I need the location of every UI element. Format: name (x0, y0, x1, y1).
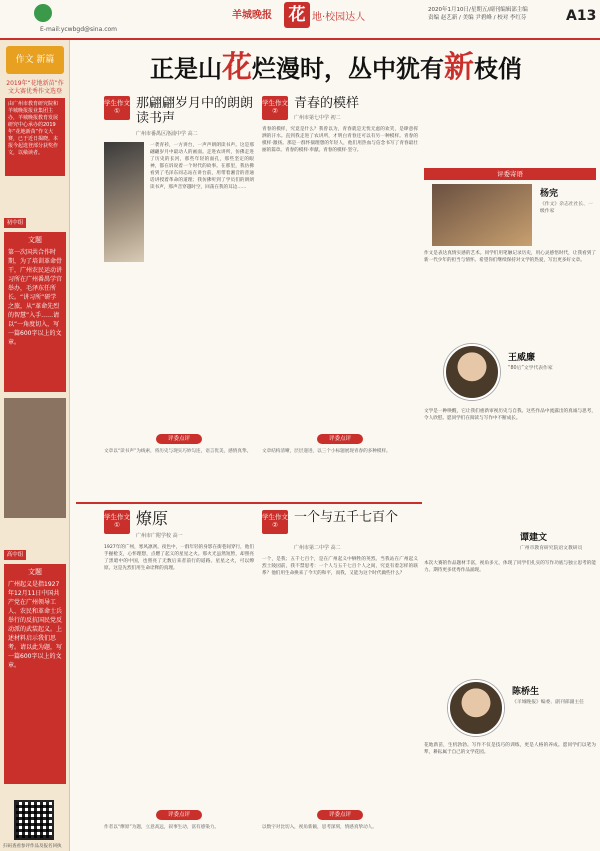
judge-1-photo (432, 184, 532, 246)
junior-prompt-block (4, 232, 66, 392)
article-4-tag: 学生作文② (262, 510, 288, 534)
article-3-tag: 学生作文① (104, 510, 130, 534)
judge-2-photo (444, 344, 500, 400)
article-1-author: 广州市番禺区洛浦中学 高二 (136, 131, 198, 137)
article-2-author: 广州市第七中学 初二 (294, 115, 341, 121)
left-sidebar (0, 40, 70, 851)
judge-2-role: “80后”文学代表作家 (508, 366, 553, 371)
article-4 (262, 510, 418, 846)
section-divider (76, 502, 422, 504)
junior-photo (4, 398, 66, 518)
article-3-title: 燎原 (136, 509, 169, 528)
senior-prompt-title: 文题 (28, 568, 42, 576)
meta-line-1: 2020年1月10日/星期五/副刊编辑部主编 (428, 7, 528, 13)
logo-icon (34, 4, 52, 22)
article-3 (104, 510, 254, 846)
article-4-comment: 以数字对比切入，视角新颖，思考深刻，情感真挚动人。 (262, 825, 377, 830)
article-3-comment-tag: 评委点评 (156, 810, 202, 820)
judge-2-name: 王威廉 (508, 353, 536, 363)
page-number: A13 (566, 8, 597, 24)
headline-part-1: 正是山 (150, 54, 222, 83)
column-title: 2019年“花地新苗”作文大赛优秀作文选登 (6, 80, 64, 95)
judge-4-text: 花地新苗，生机勃勃。写作不仅是技巧的训练，更是人格的养成。愿同学们以笔为犁，耕耘属于自己的文学花园。 (424, 743, 596, 755)
article-1-body: 一袭青衫，一方讲台，一声声朗朗读书声。这是那翩翩岁月中最动人的画面。走进农讲所，仿佛走进了历史的长河，那些年轻的面孔，那些坚定的眼神，都在诉说着一个时代的故事。在那里，我仿佛看到了毛泽东同志站在讲台前，用带着湘音的普通话讲授着革命的道理；我仿佛听到了学员们的朗朗读书声，那声音穿越时空，回荡在我的耳边…… (150, 143, 254, 190)
article-2-title: 青春的模样 (294, 96, 360, 111)
article-1 (104, 96, 254, 496)
article-1-comment: 文章以“读书声”为线索，将历史与现实巧妙勾连，语言优美，感情真挚。 (104, 449, 252, 454)
judge-4-role: 《羊城晚报》编委、副刊部副主任 (512, 700, 584, 705)
header-email: E-mail:ycwbgd@sina.com (40, 26, 118, 33)
article-4-author: 广州市第二中学 高二 (294, 545, 341, 551)
page-header (0, 0, 600, 40)
judge-3-text: 本次大赛的作品题材丰富，视角多元，体现了同学们扎实的写作功底与独立思考的能力。期待更多优秀作品涌现。 (424, 561, 596, 573)
judge-1-role: 《作文》杂志社社长、一级作家 (540, 202, 593, 214)
article-1-title: 那翩翩岁月中的朗朗读书声 (136, 96, 254, 126)
headline-part-3: 枝俏 (474, 54, 522, 83)
qr-caption: 扫码查看参评作品及报名回执 (3, 844, 62, 849)
judge-4-photo (448, 680, 504, 736)
article-2-comment-tag: 评委点评 (317, 434, 363, 444)
headline-part-2: 烂漫时，丛中犹有 (252, 54, 444, 83)
senior-prompt-text: 广州起义是指1927年12月11日中国共产党在广州领导工人、农民和革命士兵举行的反抗国民党反动派的武装起义。上述材料启示我们思考。请以此为题，写一篇600字以上的文章。 (8, 581, 63, 669)
junior-group-tag: 初中组 (4, 218, 26, 228)
judge-3-role: 广州市教育研究院语文教研员 (520, 546, 583, 551)
column-intro: 由广州市教育研究院和羊城晚报报业集团主办，羊城晚报教育发展研究中心承办的2019年“花地新苗”作文大赛，已于近日揭晓。本报今起选登部分获奖作文，以飨读者。 (5, 98, 65, 176)
judge-2-text: 文学是一种唤醒，它让我们重新审视历史与自我。这些作品中流露出的真诚与思考，令人欣慰。愿同学们在阅读与写作中不断成长。 (424, 409, 596, 421)
article-1-comment-tag: 评委点评 (156, 434, 202, 444)
judge-1-name: 杨完 (540, 189, 559, 199)
judges-header: 评委寄语 (424, 168, 596, 180)
headline-red-1: 花 (222, 50, 252, 85)
article-3-author: 广州市广附学校 高一 (136, 533, 183, 539)
article-3-comment: 作者以“燎原”为题，立意高远，叙事生动，富有感染力。 (104, 825, 220, 830)
article-2-body: 青春的模样，究竟是什么？我曾以为，青春就是无忧无虑的欢笑，是肆意挥洒的汗水。直到我走进了农讲所，才明白青春还可以有另一种模样。青春的模样·激扬。那是一群怀揣理想的年轻人，他们用热血与信念书写了青春最壮丽的篇章。青春的模样·奉献。青春的模样·坚守。 (262, 127, 418, 153)
paper-name: 羊城晚报 (232, 10, 272, 21)
qr-code[interactable] (14, 800, 54, 840)
senior-group-tag: 高中组 (4, 550, 26, 560)
article-1-tag: 学生作文① (104, 96, 130, 120)
junior-prompt-text: 第一次国共合作时期，为了培训革命骨干，广州农民运动讲习所在广州番禺学宫举办，毛泽东任所长。“讲习所”研学之旅，从“革命先烈的智慧”入手……请以“一角度切入，写一篇600字以上的文章。 (8, 249, 63, 346)
header-meta (428, 6, 568, 22)
headline-red-2: 新 (444, 50, 474, 85)
judge-3-name: 谭建文 (520, 533, 548, 543)
column-badge: 作文 新篇 (6, 46, 64, 74)
article-2-tag: 学生作文② (262, 96, 288, 120)
meta-line-2: 责编 赵艺新 / 美编 尹碧峰 / 校对 李红芬 (428, 15, 527, 21)
page-headline (76, 48, 596, 88)
article-1-image (104, 142, 144, 262)
article-4-comment-tag: 评委点评 (317, 810, 363, 820)
section-flower-badge: 花 (284, 2, 310, 28)
judge-1-text: 作文是表达真情实感的艺术。同学们用笔触记录历史，用心灵感悟时代，让我看到了新一代少年的担当与情怀。希望你们继续保持对文学的热爱，写出更多好文章。 (424, 251, 596, 263)
article-2 (262, 96, 418, 496)
junior-prompt-title: 文题 (28, 236, 42, 244)
article-4-body: 一个，是我；五千七百个，是在广州起义中牺牲的英烈。当我站在广州起义烈士陵园前，我不禁思考：一个人与五千七百个人之间，究竟有着怎样的联系？他们用生命换来了今天的和平，而我，又能为这个时代做些什么？ (262, 557, 418, 576)
section-name: 地·校园达人 (312, 12, 366, 23)
article-4-title: 一个与五千七百个 (294, 510, 399, 525)
senior-prompt-block (4, 564, 66, 784)
article-2-comment: 文章结构清晰，层层递进，以三个小标题展现青春的多种模样。 (262, 449, 391, 454)
article-3-body: 1927年的广州，寒风凛冽。夜色中，一群年轻的身影在街巷间穿行，他们手握枪支，心怀理想，点燃了起义的星星之火。那火光虽然短暂，却照亮了黑暗中的中国，也照亮了无数后来者前行的道路。星星之火，可以燎原。这是先烈们用生命诠释的真理。 (104, 545, 254, 571)
judges-column (424, 168, 596, 848)
judge-4-name: 陈桥生 (512, 687, 540, 697)
